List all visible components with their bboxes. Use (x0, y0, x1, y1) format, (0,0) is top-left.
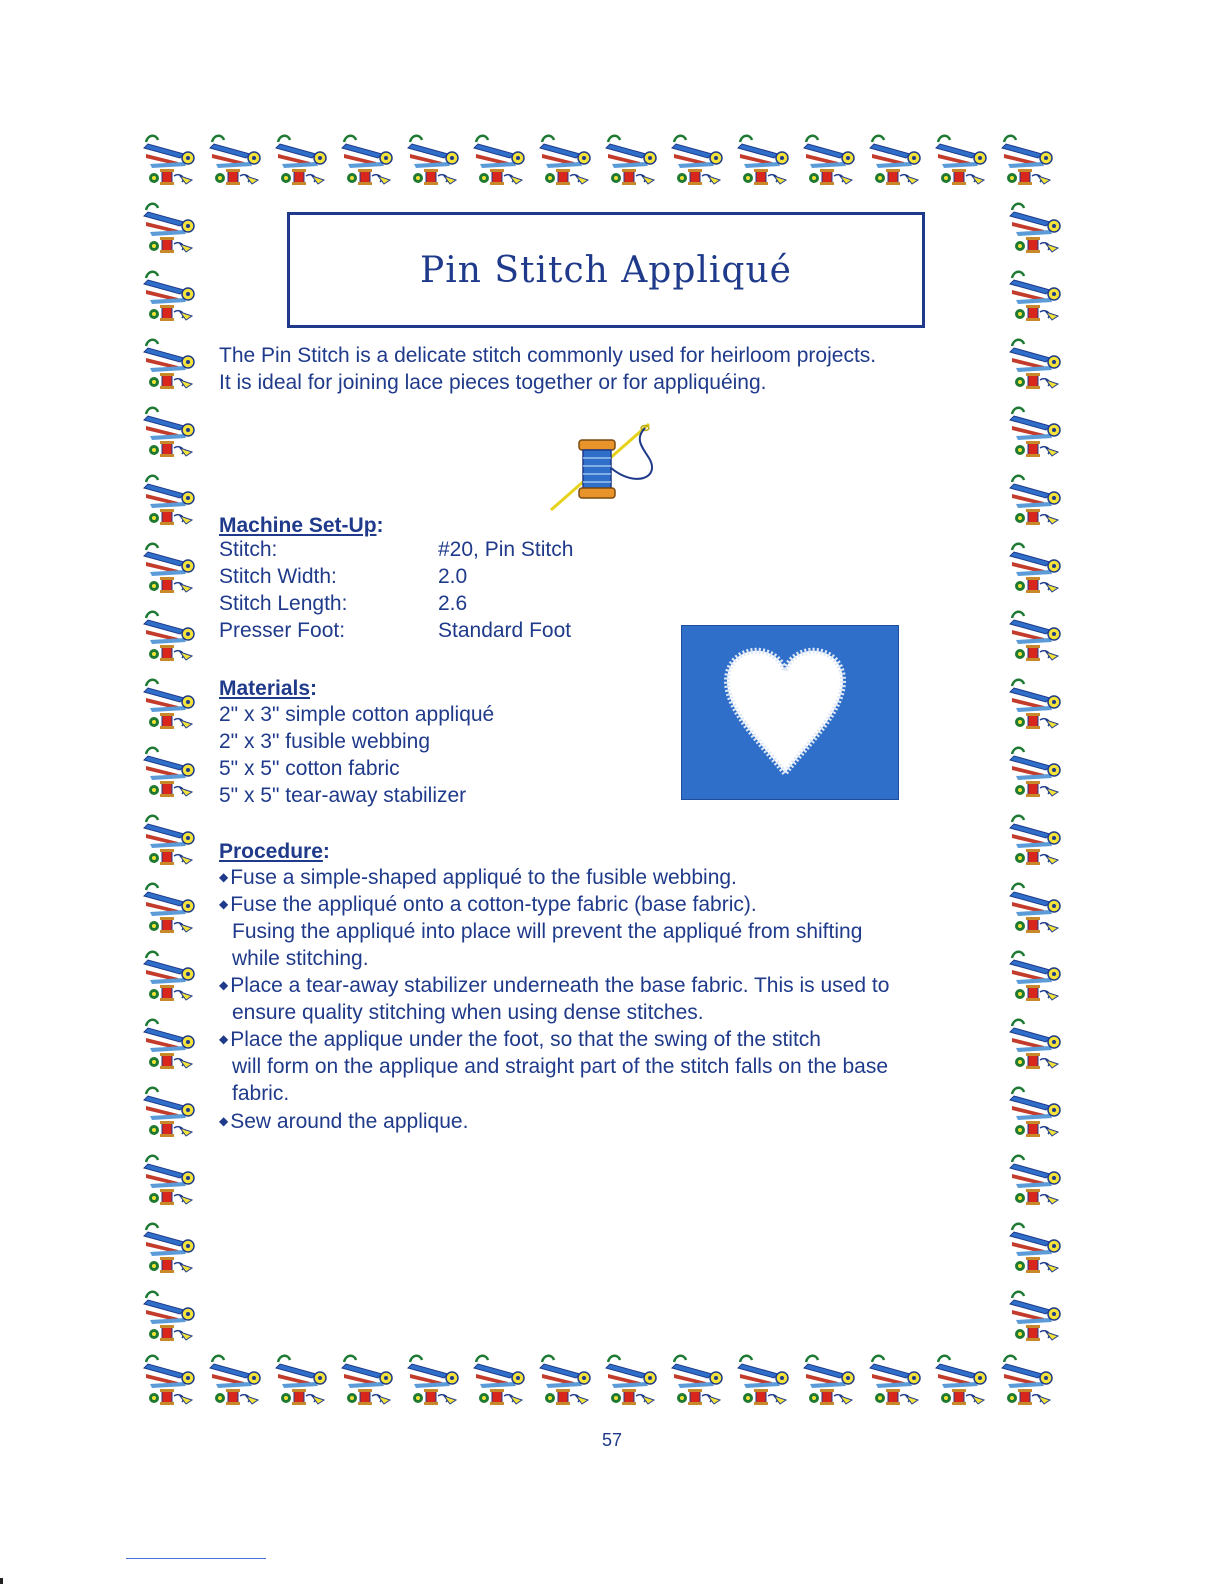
scissors-spool-icon (404, 132, 466, 194)
spec-value-stitch: #20, Pin Stitch (438, 538, 574, 561)
scissors-spool-icon (932, 132, 994, 194)
scissors-spool-icon (470, 132, 532, 194)
scissors-spool-icon (140, 132, 202, 194)
scissors-spool-icon (140, 608, 202, 670)
procedure-line: ◆Sew around the applique. (219, 1110, 469, 1133)
scissors-spool-icon (800, 132, 862, 194)
procedure-line: Fusing the appliqué into place will prevent the appliqué from shifting (232, 920, 863, 943)
right-border (1006, 200, 1068, 1360)
scissors-spool-icon (140, 540, 202, 602)
materials-item: 5" x 5" tear-away stabilizer (219, 784, 467, 807)
scissors-spool-icon (800, 1352, 862, 1414)
scissors-spool-icon (866, 132, 928, 194)
procedure-line: while stitching. (232, 947, 369, 970)
procedure-heading: Procedure: (219, 840, 330, 863)
scissors-spool-icon (1006, 404, 1068, 466)
page-number: 57 (601, 1430, 623, 1450)
spec-label-length: Stitch Length: (219, 592, 348, 615)
procedure-line: ◆Fuse a simple-shaped appliqué to the fusible webbing. (219, 866, 737, 889)
bullet-icon: ◆ (219, 978, 229, 992)
scissors-spool-icon (1006, 948, 1068, 1010)
bottom-border (140, 1352, 1080, 1414)
materials-heading: Materials: (219, 677, 318, 700)
bullet-icon: ◆ (219, 897, 229, 911)
spec-value-foot: Standard Foot (438, 619, 572, 642)
procedure-line: ensure quality stitching when using dense stitches. (232, 1001, 704, 1024)
scissors-spool-icon (140, 812, 202, 874)
scissors-spool-icon (998, 1352, 1060, 1414)
scissors-spool-icon (140, 1016, 202, 1078)
bullet-icon: ◆ (219, 1114, 229, 1128)
scissors-spool-icon (668, 132, 730, 194)
scissors-spool-icon (866, 1352, 928, 1414)
scissors-spool-icon (140, 1084, 202, 1146)
machine-setup-heading: Machine Set-Up: (219, 514, 384, 537)
scissors-spool-icon (1006, 1152, 1068, 1214)
spec-label-stitch: Stitch: (219, 538, 278, 561)
scissors-spool-icon (140, 676, 202, 738)
scissors-spool-icon (536, 1352, 598, 1414)
scissors-spool-icon (1006, 676, 1068, 738)
heart-applique-sample (681, 625, 899, 800)
title-box (287, 212, 925, 328)
scissors-spool-icon (734, 132, 796, 194)
spec-label-width: Stitch Width: (219, 565, 337, 588)
scissors-spool-icon (140, 1288, 202, 1350)
scissors-spool-icon (536, 132, 598, 194)
footer-divider (126, 1558, 266, 1559)
scissors-spool-icon (1006, 1220, 1068, 1282)
scissors-spool-icon (206, 1352, 268, 1414)
scissors-spool-icon (1006, 472, 1068, 534)
scissors-spool-icon (140, 268, 202, 330)
bullet-icon: ◆ (219, 1032, 229, 1046)
scissors-spool-icon (1006, 200, 1068, 262)
scissors-spool-icon (1006, 608, 1068, 670)
materials-item: 2" x 3" fusible webbing (219, 730, 431, 753)
corner-mark (0, 1578, 3, 1584)
scissors-spool-icon (140, 336, 202, 398)
procedure-line: ◆Place the applique under the foot, so that the swing of the stitch (219, 1028, 821, 1051)
procedure-line: will form on the applique and straight part of the stitch falls on the base (232, 1055, 889, 1078)
procedure-line: fabric. (232, 1082, 290, 1105)
left-border (140, 200, 202, 1360)
procedure-line: ◆Place a tear-away stabilizer underneath the base fabric. This is used to (219, 974, 890, 997)
bullet-icon: ◆ (219, 870, 229, 884)
scissors-spool-icon (140, 744, 202, 806)
materials-item: 5" x 5" cotton fabric (219, 757, 400, 780)
thread-spool-needle-icon (545, 418, 665, 518)
spec-label-foot: Presser Foot: (219, 619, 346, 642)
scissors-spool-icon (140, 200, 202, 262)
scissors-spool-icon (668, 1352, 730, 1414)
scissors-spool-icon (1006, 540, 1068, 602)
scissors-spool-icon (998, 132, 1060, 194)
scissors-spool-icon (1006, 880, 1068, 942)
page-title: Pin Stitch Appliqué (420, 249, 792, 291)
scissors-spool-icon (470, 1352, 532, 1414)
scissors-spool-icon (140, 1220, 202, 1282)
spec-value-length: 2.6 (438, 592, 468, 615)
scissors-spool-icon (206, 132, 268, 194)
intro-line-1: The Pin Stitch is a delicate stitch commonly used for heirloom projects. (219, 344, 877, 367)
scissors-spool-icon (932, 1352, 994, 1414)
scissors-spool-icon (1006, 1016, 1068, 1078)
scissors-spool-icon (404, 1352, 466, 1414)
scissors-spool-icon (272, 132, 334, 194)
scissors-spool-icon (1006, 1288, 1068, 1350)
spec-value-width: 2.0 (438, 565, 468, 588)
intro-line-2: It is ideal for joining lace pieces together or for appliquéing. (219, 371, 767, 394)
materials-item: 2" x 3" simple cotton appliqué (219, 703, 495, 726)
procedure-line: ◆Fuse the appliqué onto a cotton-type fabric (base fabric). (219, 893, 757, 916)
scissors-spool-icon (140, 1352, 202, 1414)
scissors-spool-icon (1006, 336, 1068, 398)
scissors-spool-icon (140, 948, 202, 1010)
scissors-spool-icon (602, 1352, 664, 1414)
scissors-spool-icon (1006, 744, 1068, 806)
scissors-spool-icon (1006, 812, 1068, 874)
scissors-spool-icon (140, 472, 202, 534)
scissors-spool-icon (140, 1152, 202, 1214)
scissors-spool-icon (602, 132, 664, 194)
top-border (140, 132, 1080, 194)
scissors-spool-icon (338, 1352, 400, 1414)
scissors-spool-icon (140, 880, 202, 942)
scissors-spool-icon (272, 1352, 334, 1414)
scissors-spool-icon (140, 404, 202, 466)
scissors-spool-icon (338, 132, 400, 194)
scissors-spool-icon (1006, 268, 1068, 330)
scissors-spool-icon (1006, 1084, 1068, 1146)
scissors-spool-icon (734, 1352, 796, 1414)
